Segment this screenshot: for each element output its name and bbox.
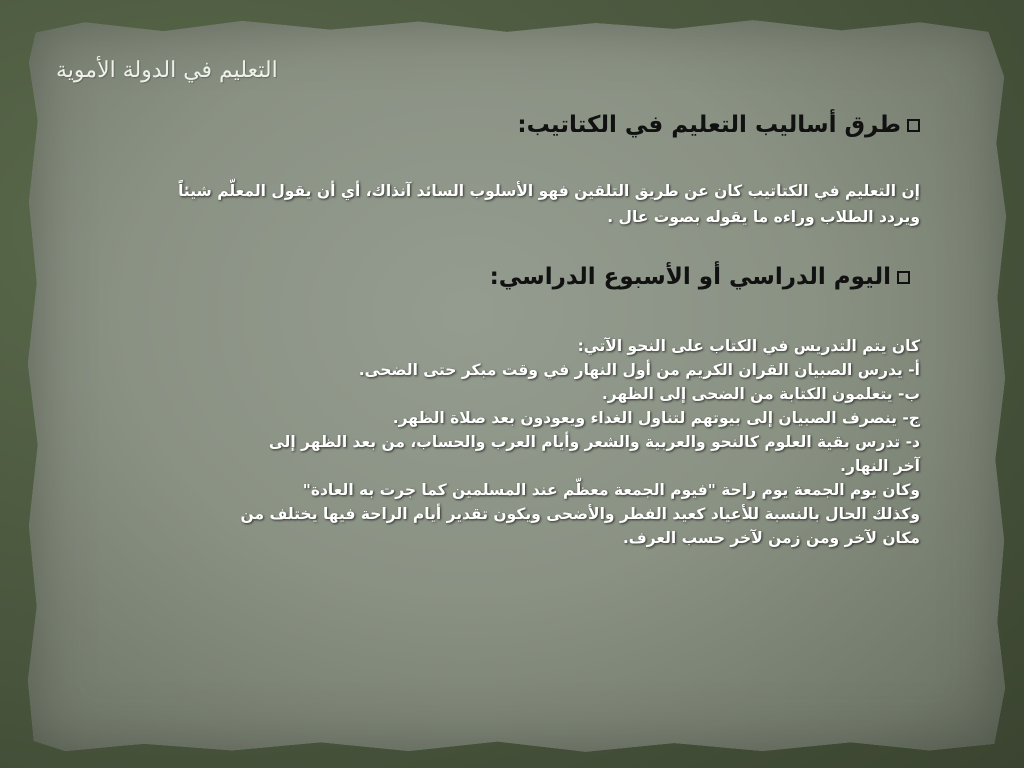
list-item: وكذلك الحال بالنسبة للأعياد كعيد الفطر والأضحى ويكون تقدير أيام الراحة فيها يختلف من xyxy=(240,505,920,523)
list-item: وكان يوم الجمعة يوم راحة "فيوم الجمعة معظّم عند المسلمين كما جرت به العادة" xyxy=(302,481,920,499)
list-item: آخر النهار. xyxy=(840,457,920,475)
paragraph-line: إن التعليم في الكتاتيب كان عن طريق التلقين فهو الأسلوب السائد آنذاك، أي أن يقول المعلّم شيئاً xyxy=(178,182,920,200)
square-bullet-icon xyxy=(897,271,910,284)
list-item: كان يتم التدريس في الكتاب على النحو الآتي: xyxy=(577,337,920,355)
methods-paragraph xyxy=(100,178,920,230)
paragraph-line: ويردد الطلاب وراءه ما يقوله بصوت عال . xyxy=(607,208,920,226)
list-item: ب- يتعلمون الكتابة من الضحى إلى الظهر. xyxy=(601,385,920,403)
list-item: د- تدرس بقية العلوم كالنحو والعربية والشعر وأيام العرب والحساب، من بعد الظهر إلى xyxy=(268,433,920,451)
list-item: ج- ينصرف الصبيان إلى بيوتهم لتناول الغداء ويعودون بعد صلاة الظهر. xyxy=(392,409,920,427)
schedule-list xyxy=(100,334,920,550)
list-item: أ- يدرس الصبيان القران الكريم من أول النهار في وقت مبكر حتى الضحى. xyxy=(358,361,920,379)
section-heading-methods xyxy=(100,112,920,138)
list-item: مكان لآخر ومن زمن لآخر حسب العرف. xyxy=(622,529,920,547)
slide-content xyxy=(100,112,920,550)
square-bullet-icon xyxy=(907,119,920,132)
section-heading-schedule xyxy=(100,264,910,290)
section-heading-text: طرق أساليب التعليم في الكتاتيب: xyxy=(517,112,901,138)
section-heading-text: اليوم الدراسي أو الأسبوع الدراسي: xyxy=(489,264,891,290)
slide-title: التعليم في الدولة الأموية xyxy=(56,58,278,83)
